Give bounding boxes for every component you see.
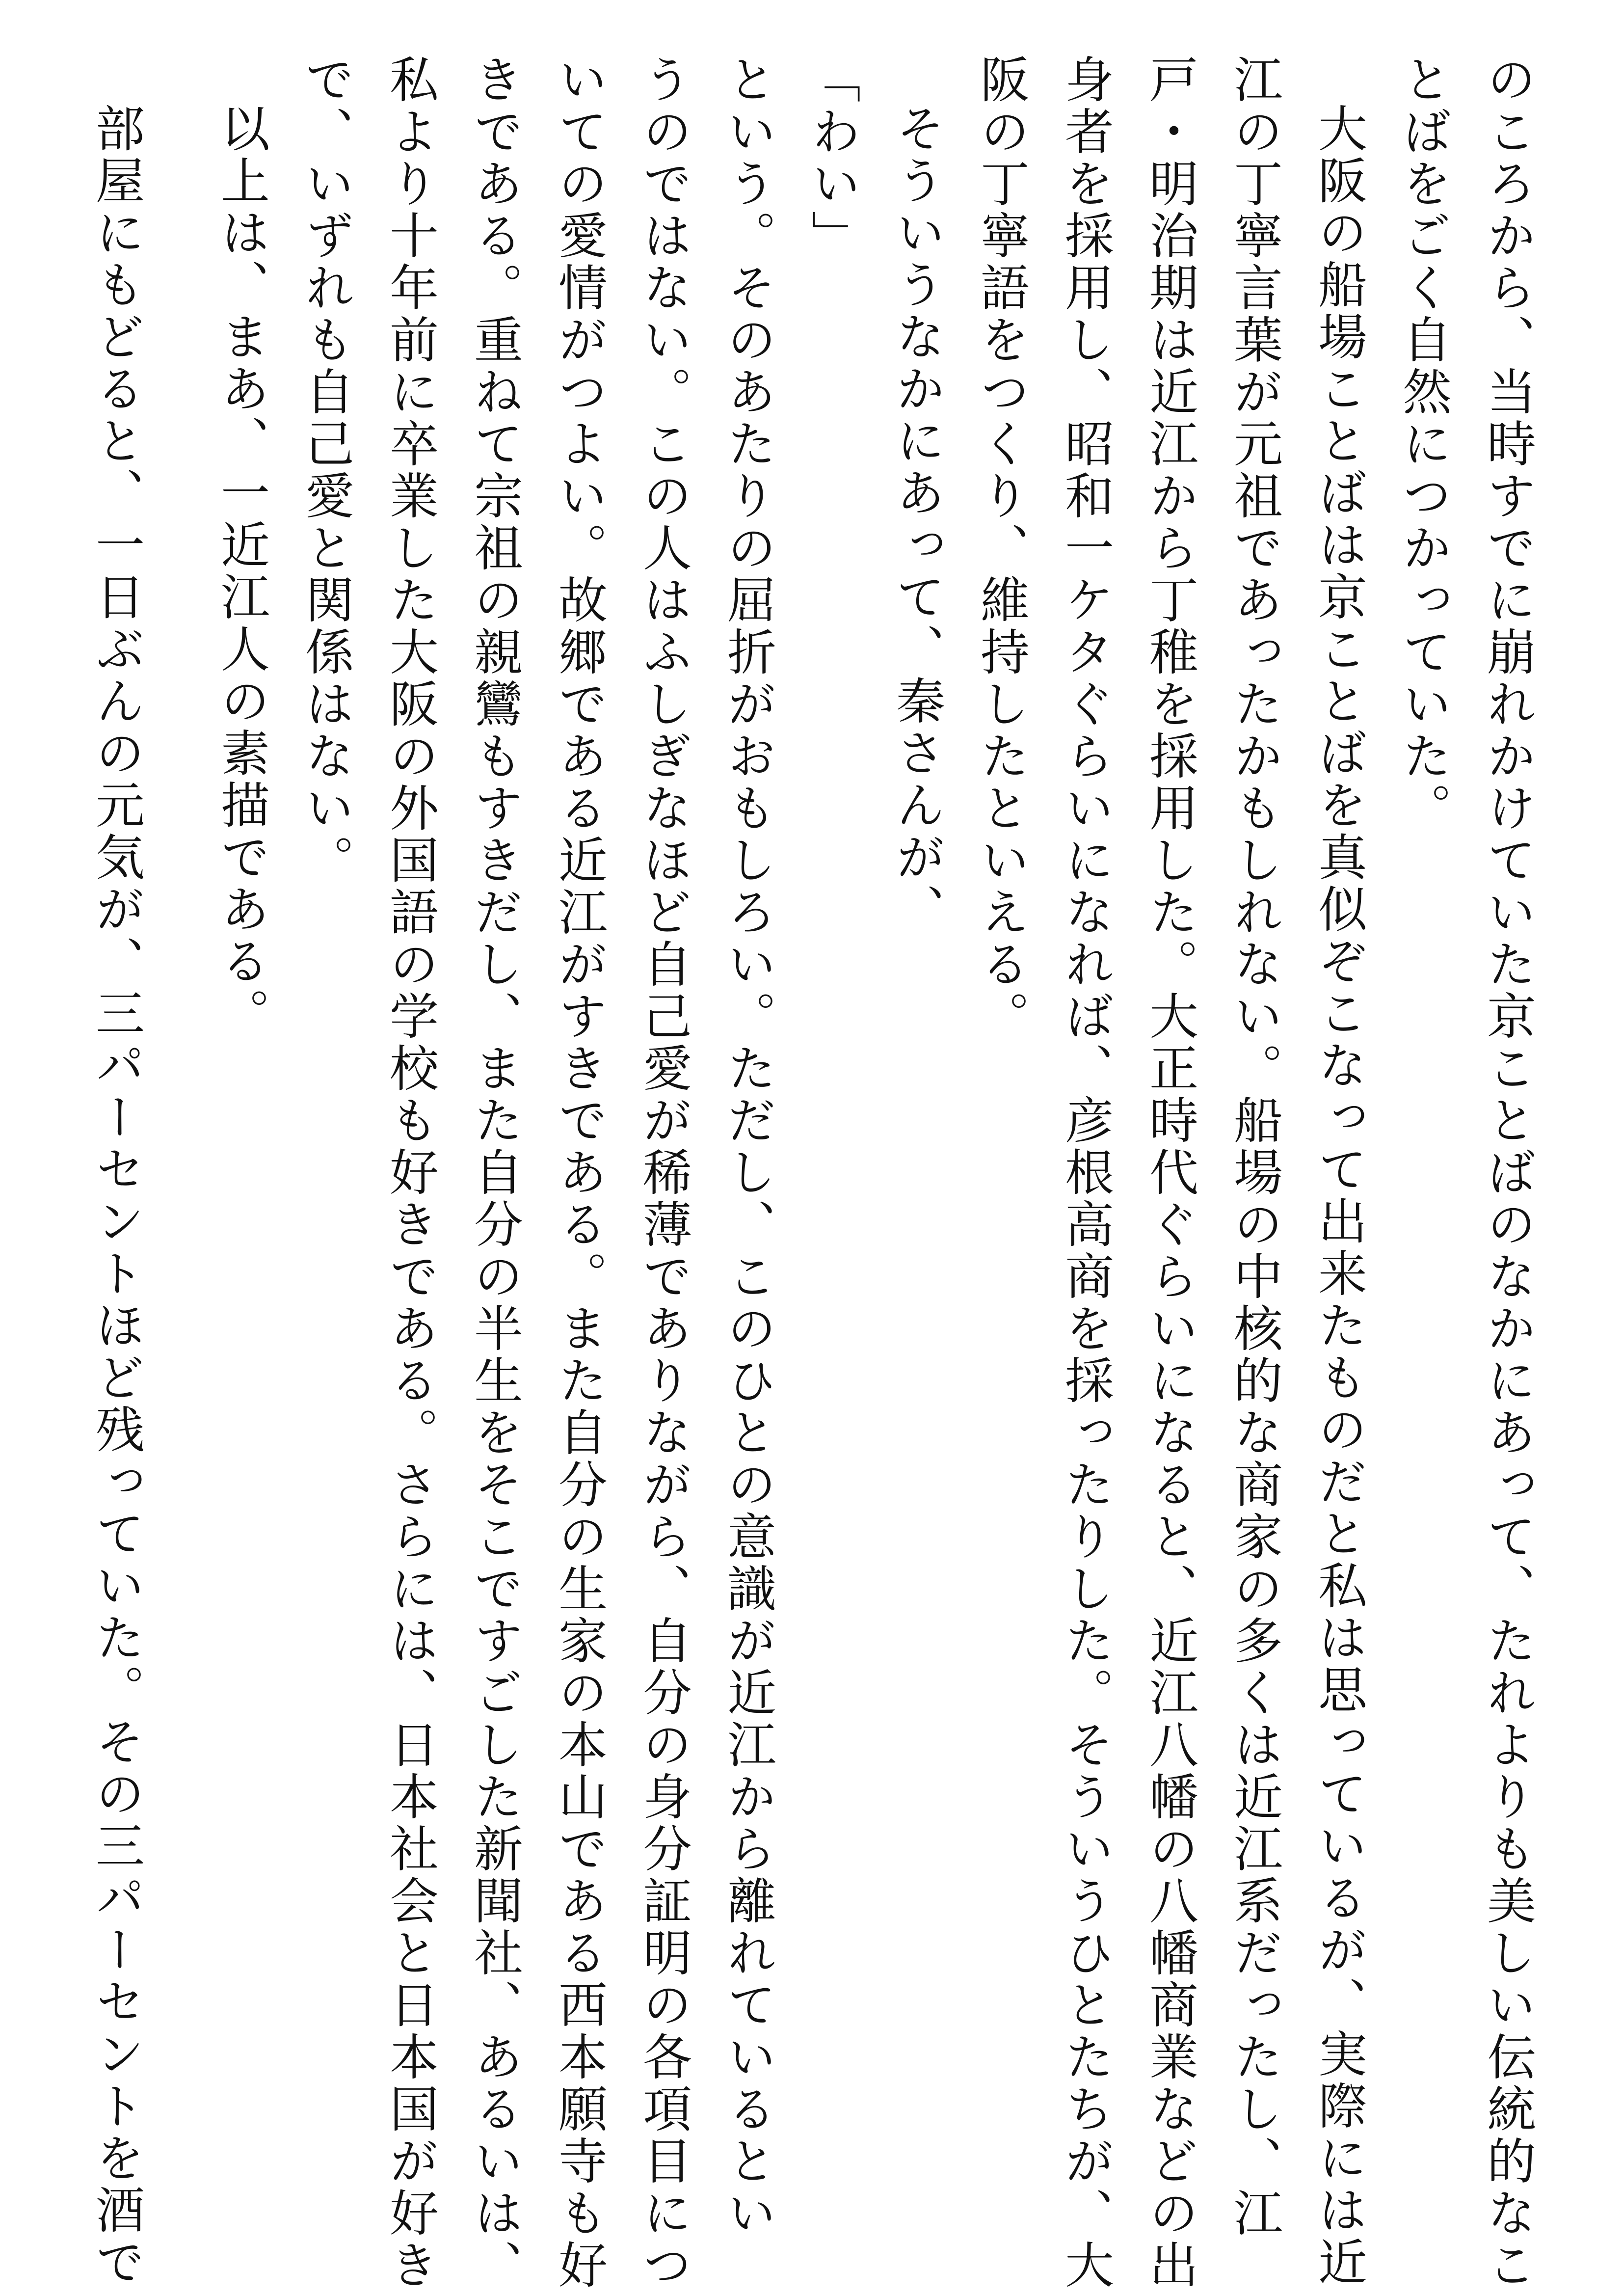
text-line-7: 阪の丁寧語をつくり、維持したといえる。 — [972, 54, 1030, 1043]
text-line-11: うのではない。この人はふしぎなほど自己愛が稀薄でありながら、自分の身分証明の各項目につ — [635, 54, 692, 2292]
text-line-15: で、いずれも自己愛と関係はない。 — [297, 54, 354, 887]
text-line-3: 大阪の船場ことばは京ことばを真似ぞこなって出来たものだと私は思っているが、実際には近 — [1310, 103, 1367, 2289]
text-line-5: 戸・明治期は近江から丁稚を採用した。大正時代ぐらいになると、近江八幡の八幡商業などの出 — [1141, 54, 1198, 2292]
vertical-text-body — [199, 54, 1549, 2292]
text-line-13: きである。重ねて宗祖の親鸞もすきだし、また自分の半生をそこですごした新聞社、あるいは、 — [466, 54, 523, 2292]
text-line-6: 身者を採用し、昭和一ケタぐらいになれば、彦根高商を採ったりした。そういうひとたちが、大 — [1057, 54, 1114, 2292]
text-line-8: そういうなかにあって、秦さんが、 — [888, 103, 945, 936]
text-line-17: 部屋にもどると、一日ぶんの元気が、三パーセントほど残っていた。その三パーセントを酒で — [87, 103, 145, 2289]
text-line-10: という。そのあたりの屈折がおもしろい。ただし、このひとの意識が近江から離れているとい — [719, 54, 776, 2240]
text-line-2: とばをごく自然につかっていた。 — [1394, 54, 1452, 835]
text-line-9: 「わい」 — [803, 54, 861, 262]
text-line-14: 私より十年前に卒業した大阪の外国語の学校も好きである。さらには、日本社会と日本国が好き — [381, 54, 439, 2292]
text-line-1: のころから、当時すでに崩れかけていた京ことばのなかにあって、たれよりも美しい伝統的なこ — [1479, 54, 1536, 2292]
text-line-16: 以上は、まあ、一近江人の素描である。 — [213, 103, 270, 1040]
text-line-4: 江の丁寧言葉が元祖であったかもしれない。船場の中核的な商家の多くは近江系だったし、江 — [1225, 54, 1283, 2240]
text-line-12: いての愛情がつよい。故郷である近江がすきである。また自分の生家の本山である西本願寺も好 — [550, 54, 608, 2292]
